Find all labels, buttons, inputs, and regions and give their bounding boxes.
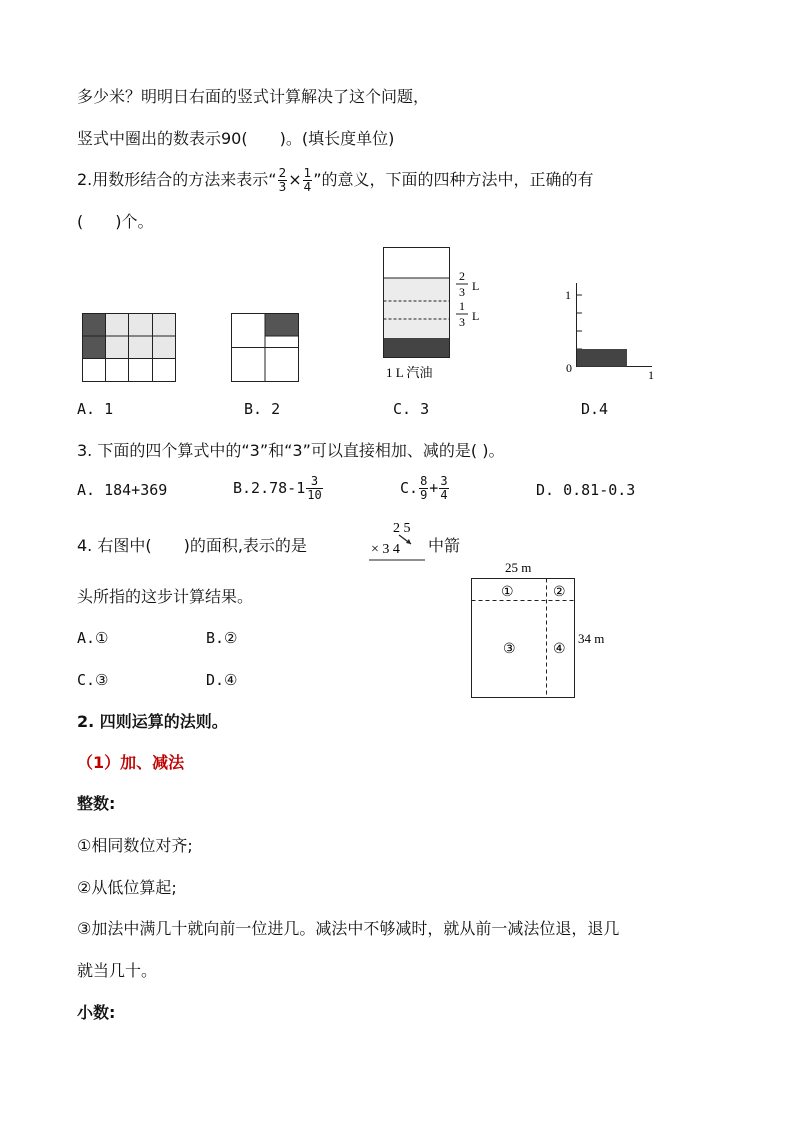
decimal-heading: 小数: bbox=[77, 1003, 116, 1022]
q2-text-a: 2.用数形结合的方法来表示“ bbox=[77, 170, 277, 189]
q4-option-c[interactable]: C.③ bbox=[77, 671, 109, 689]
rule-3-line-2: 就当几十。 bbox=[77, 961, 158, 980]
fraction-1-4: $\frac{1}{4}$ bbox=[303, 166, 312, 194]
fraction-8-9: $\frac{8}{9}$ bbox=[420, 474, 428, 502]
fig-c-label-top-n: 2 bbox=[459, 269, 465, 283]
rect-area-figure bbox=[465, 558, 615, 703]
question-2 bbox=[77, 167, 594, 194]
fig-c-label-bot-d: 3 bbox=[459, 315, 465, 329]
fig-c-unit-bot: L bbox=[472, 309, 480, 323]
q2-option-b[interactable]: B. 2 bbox=[244, 400, 281, 418]
question-3: 3. 下面的四个算式中的“3”和“3”可以直接相加、减的是( )。 bbox=[77, 441, 505, 460]
fig-d-y-tick: 1 bbox=[565, 288, 571, 302]
fraction-2-3: $\frac{2}{3}$ bbox=[278, 166, 287, 194]
rect-width-label: 25 m bbox=[505, 560, 532, 575]
region-2: ② bbox=[553, 585, 566, 600]
vertical-calculation bbox=[365, 517, 427, 565]
q2-option-c[interactable]: C. 3 bbox=[393, 400, 430, 418]
calc-bottom: × 3 4 bbox=[371, 542, 400, 557]
question-4-text-a: 4. 右图中( )的面积,表示的是 bbox=[77, 536, 307, 555]
rule-1: ①相同数位对齐; bbox=[77, 836, 193, 855]
section-heading: 2. 四则运算的法则。 bbox=[77, 712, 228, 731]
q3-option-b[interactable]: B.2.78-1 $\frac{3}{10}$ bbox=[233, 474, 322, 502]
fig-c-label-top-d: 3 bbox=[459, 285, 465, 299]
fraction-3-4: $\frac{3}{4}$ bbox=[440, 474, 448, 502]
question-4-text-b: 中箭 bbox=[428, 536, 461, 555]
region-3: ③ bbox=[503, 642, 516, 657]
figure-d-axis bbox=[562, 283, 662, 383]
q2-text-b: ”的意义，下面的四种方法中，正确的有 bbox=[313, 170, 594, 189]
region-4: ④ bbox=[553, 642, 566, 657]
line-1: 多少米？明明日右面的竖式计算解决了这个问题， bbox=[77, 87, 430, 106]
fig-d-origin: 0 bbox=[566, 361, 572, 375]
figure-a-grid bbox=[82, 313, 176, 383]
q2-option-d[interactable]: D.4 bbox=[581, 400, 609, 418]
q4-option-a[interactable]: A.① bbox=[77, 629, 109, 647]
figure-c-gasoline bbox=[380, 246, 490, 382]
times-sign: × bbox=[288, 170, 302, 189]
subsection-heading: （1）加、减法 bbox=[77, 753, 185, 772]
rule-3-line-1: ③加法中满几十就向前一位进几。减法中不够减时，就从前一减法位退，退几 bbox=[77, 919, 620, 938]
q2-option-a[interactable]: A. 1 bbox=[77, 400, 114, 418]
q2-blank-line: ( )个。 bbox=[77, 212, 154, 231]
fig-d-x-tick: 1 bbox=[648, 368, 654, 382]
fig-c-label-bot-n: 1 bbox=[459, 299, 465, 313]
rect-height-label: 34 m bbox=[578, 631, 605, 646]
line-2: 竖式中圈出的数表示90( )。(填长度单位) bbox=[77, 129, 395, 148]
fig-c-unit-top: L bbox=[472, 279, 480, 293]
q3-option-a[interactable]: A. 184+369 bbox=[77, 481, 168, 499]
region-1: ① bbox=[501, 585, 514, 600]
fraction-3-10: $\frac{3}{10}$ bbox=[307, 474, 322, 502]
q4-option-d[interactable]: D.④ bbox=[206, 671, 238, 689]
q3-option-c[interactable]: C. $\frac{8}{9}$ + $\frac{3}{4}$ bbox=[400, 474, 448, 502]
calc-top: 2 5 bbox=[393, 521, 411, 536]
q3-option-d[interactable]: D. 0.81-0.3 bbox=[536, 481, 636, 499]
figure-b-grid bbox=[231, 313, 299, 383]
q4-option-b[interactable]: B.② bbox=[206, 629, 238, 647]
rule-2: ②从低位算起; bbox=[77, 878, 177, 897]
question-4-text-c: 头所指的这步计算结果。 bbox=[77, 587, 254, 606]
fig-c-caption: 1 L 汽油 bbox=[386, 365, 433, 380]
integer-heading: 整数: bbox=[77, 794, 116, 813]
